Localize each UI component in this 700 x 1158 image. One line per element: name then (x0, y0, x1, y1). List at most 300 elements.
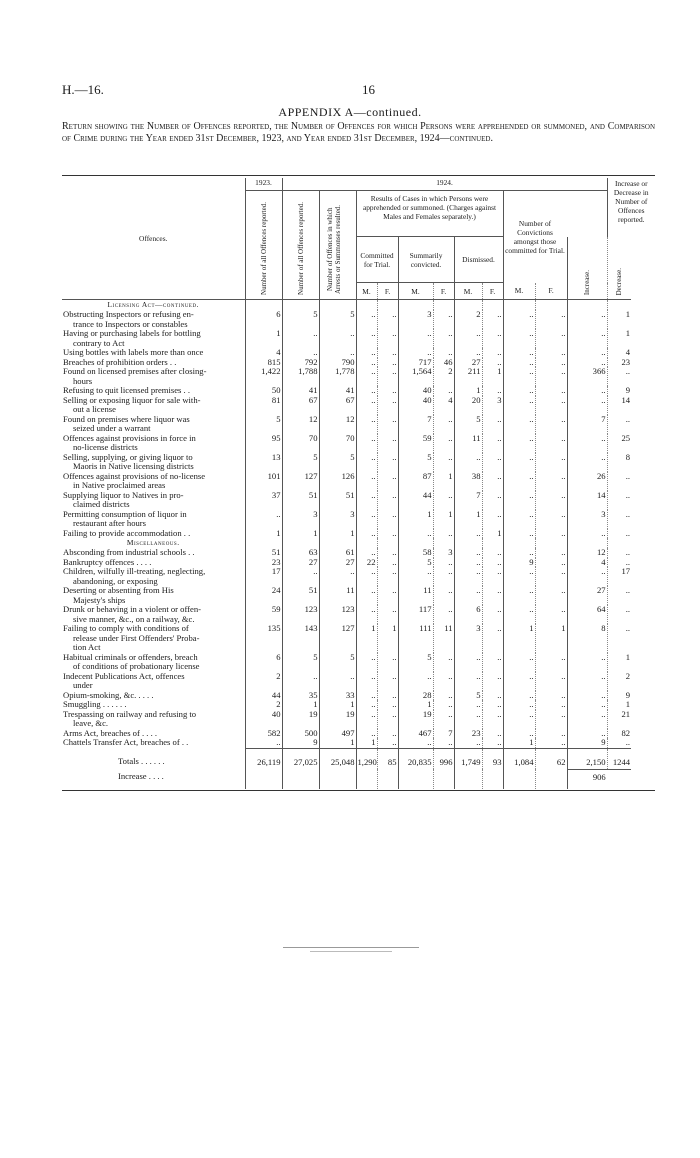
cell-col-9: .. (482, 586, 503, 605)
cell-col-3: 1 (319, 529, 356, 539)
cell-col-7: 7 (433, 729, 454, 739)
cell-col-10: .. (503, 567, 535, 586)
cell-col-6: 467 (398, 729, 433, 739)
cell-col-6: 59 (398, 434, 433, 453)
cell-col-11: .. (535, 510, 567, 529)
cell-col-5: .. (377, 472, 398, 491)
cell-col-2: 123 (282, 605, 319, 624)
offence-line: Using bottles with labels more than once (63, 348, 204, 357)
cell-col-9: .. (482, 472, 503, 491)
cell-col-2: 41 (282, 386, 319, 396)
cell-col-4: .. (356, 386, 377, 396)
offence-name (62, 529, 245, 539)
dismissed-males-header: M. (454, 283, 482, 300)
cell-col-5: .. (377, 329, 398, 348)
cell-col-11: .. (535, 548, 567, 558)
cell-col-7: .. (433, 310, 454, 329)
cell-col-11: .. (535, 738, 567, 748)
cell-col-8: 38 (454, 472, 482, 491)
cell-col-8: .. (454, 710, 482, 729)
cell-col-7: .. (433, 653, 454, 672)
cell-col-3: 127 (319, 624, 356, 653)
cell-col-3: 5 (319, 453, 356, 472)
cell-col-12: 4 (567, 558, 607, 568)
cell-col-6: .. (398, 529, 433, 539)
offence-name (62, 672, 245, 691)
cell-col-5: .. (377, 567, 398, 586)
cell-col-9: 3 (482, 396, 503, 415)
cell-col-10: .. (503, 415, 535, 434)
cell-col-13: .. (607, 367, 631, 386)
offence-name (62, 348, 245, 358)
cell-col-11: .. (535, 700, 567, 710)
offence-name (62, 729, 245, 739)
offence-name (62, 491, 245, 510)
reported-1923-header: Number of all Offences reported. (259, 202, 268, 295)
cell-col-4: .. (356, 586, 377, 605)
cell-col-13: 4 (607, 348, 631, 358)
page-number: 16 (362, 82, 375, 97)
cell-col-4: .. (356, 367, 377, 386)
cell-col-5: .. (377, 348, 398, 358)
table-row (62, 567, 655, 586)
offence-name (62, 624, 245, 653)
cell-col-4: .. (356, 567, 377, 586)
cell-col-10: .. (503, 548, 535, 558)
cell-col-7: .. (433, 491, 454, 510)
cell-col-3: 67 (319, 396, 356, 415)
cell-col-1: 81 (245, 396, 282, 415)
cell-col-7: .. (433, 691, 454, 701)
cell-col-5: .. (377, 453, 398, 472)
cell-col-8: .. (454, 567, 482, 586)
cell-col-2: .. (282, 567, 319, 586)
cell-col-13: 1 (607, 653, 631, 672)
cell-col-3: 51 (319, 491, 356, 510)
table-row (62, 310, 655, 329)
cell-col-3: 790 (319, 358, 356, 368)
cell-col-13: 82 (607, 729, 631, 739)
cell-col-5: .. (377, 415, 398, 434)
totals-row (62, 748, 655, 769)
cell-col-4: .. (356, 672, 377, 691)
offence-line: sive manner, &c., on a railway, &c. (73, 613, 195, 624)
cell-col-2: 127 (282, 472, 319, 491)
cell-col-7: 1 (433, 472, 454, 491)
cell-col-3: 126 (319, 472, 356, 491)
cell-col-10: .. (503, 472, 535, 491)
section-title: Licensing Act—continued. (107, 300, 199, 309)
cell-col-7: .. (433, 558, 454, 568)
cell-col-5: .. (377, 700, 398, 710)
table-row (62, 672, 655, 691)
cell-col-6: 40 (398, 386, 433, 396)
cell-col-9: .. (482, 386, 503, 396)
cell-col-6: .. (398, 348, 433, 358)
cell-col-1: 50 (245, 386, 282, 396)
cell-col-1: 5 (245, 415, 282, 434)
total-col-4: 1,290 (356, 748, 377, 769)
offence-name (62, 548, 245, 558)
offence-line: leave, &c. (73, 718, 109, 728)
cell-col-7: .. (433, 710, 454, 729)
cell-col-7: .. (433, 605, 454, 624)
cell-col-4: .. (356, 510, 377, 529)
bottom-rule (62, 790, 655, 791)
offence-line: Opium-smoking, &c. . . . . (63, 690, 154, 700)
cell-col-9: .. (482, 605, 503, 624)
cell-col-2: 12 (282, 415, 319, 434)
net-increase-value: 906 (567, 769, 631, 789)
table-row (62, 415, 655, 434)
offence-line: out a license (73, 404, 116, 414)
cell-col-2: .. (282, 329, 319, 348)
cell-col-4: .. (356, 472, 377, 491)
total-col-5: 85 (377, 748, 398, 769)
cell-col-12: 9 (567, 738, 607, 748)
dismissed-females-header: F. (482, 283, 503, 300)
cell-col-1: 6 (245, 310, 282, 329)
cell-col-13: 1 (607, 310, 631, 329)
cell-col-6: .. (398, 567, 433, 586)
cell-col-6: 717 (398, 358, 433, 368)
total-col-11: 62 (535, 748, 567, 769)
offence-line: Chattels Transfer Act, breaches of . . (63, 738, 189, 747)
decrease-header: Decrease. (615, 267, 624, 295)
cell-col-8: .. (454, 548, 482, 558)
section-title: Miscellaneous. (126, 538, 180, 547)
cell-col-12: .. (567, 386, 607, 396)
cell-col-6: 1,564 (398, 367, 433, 386)
cell-col-6: 117 (398, 605, 433, 624)
cell-col-7: 46 (433, 358, 454, 368)
offence-line: Deserting or absenting from His (63, 586, 174, 595)
cell-col-11: .. (535, 605, 567, 624)
offence-line: seized under a warrant (73, 423, 151, 433)
cell-col-2: .. (282, 348, 319, 358)
cell-col-5: .. (377, 710, 398, 729)
cell-col-1: 37 (245, 491, 282, 510)
cell-col-10: .. (503, 367, 535, 386)
cell-col-6: 87 (398, 472, 433, 491)
cell-col-12: .. (567, 691, 607, 701)
cell-col-5: .. (377, 396, 398, 415)
arrests-header: Number of Offences in which Arrests or Summonses resulted. (325, 204, 342, 294)
cell-col-4: .. (356, 491, 377, 510)
cell-col-3: 123 (319, 605, 356, 624)
cell-col-7: .. (433, 386, 454, 396)
table-row (62, 367, 655, 386)
total-col-7: 996 (433, 748, 454, 769)
cell-col-10: .. (503, 729, 535, 739)
cell-col-8: 1 (454, 386, 482, 396)
convictions-females-header: F. (535, 283, 567, 300)
cell-col-8: .. (454, 558, 482, 568)
cell-col-11: .. (535, 396, 567, 415)
cell-col-10: 9 (503, 558, 535, 568)
cell-col-5: .. (377, 434, 398, 453)
cell-col-9: .. (482, 700, 503, 710)
cell-col-12: 12 (567, 548, 607, 558)
offence-line: trance to Inspectors or constables (73, 318, 188, 329)
cell-col-1: 17 (245, 567, 282, 586)
cell-col-13: .. (607, 510, 631, 529)
cell-col-12: 7 (567, 415, 607, 434)
cell-col-4: .. (356, 710, 377, 729)
committed-males-header: M. (356, 283, 377, 300)
cell-col-5: .. (377, 672, 398, 691)
cell-col-11: .. (535, 558, 567, 568)
cell-col-8: 20 (454, 396, 482, 415)
cell-col-9: .. (482, 434, 503, 453)
cell-col-11: .. (535, 358, 567, 368)
table-row (62, 358, 655, 368)
cell-col-5: .. (377, 548, 398, 558)
results-header: Results of Cases in which Persons were apprehended or summoned. (Charges against Males and Females separately.) (356, 191, 503, 237)
offence-line: Having or purchasing labels for bottling (63, 329, 201, 338)
cell-col-7: 4 (433, 396, 454, 415)
cell-col-8: .. (454, 329, 482, 348)
cell-col-2: 792 (282, 358, 319, 368)
table-row (62, 348, 655, 358)
cell-col-2: 5 (282, 453, 319, 472)
cell-col-5: .. (377, 491, 398, 510)
cell-col-6: 1 (398, 700, 433, 710)
cell-col-11: .. (535, 691, 567, 701)
cell-col-2: 1,788 (282, 367, 319, 386)
cell-col-1: 135 (245, 624, 282, 653)
cell-col-13: .. (607, 415, 631, 434)
cell-col-11: .. (535, 348, 567, 358)
cell-col-9: .. (482, 491, 503, 510)
offences-header: Offences. (62, 178, 245, 300)
cell-col-3: 497 (319, 729, 356, 739)
cell-col-13: .. (607, 548, 631, 558)
cell-col-4: 1 (356, 738, 377, 748)
offence-line: Absconding from industrial schools . . (63, 548, 195, 557)
offence-name (62, 472, 245, 491)
offence-name (62, 386, 245, 396)
table-row (62, 729, 655, 739)
cell-col-12: .. (567, 710, 607, 729)
cell-col-1: 13 (245, 453, 282, 472)
cell-col-12: 64 (567, 605, 607, 624)
table-row (62, 653, 655, 672)
cell-col-8: .. (454, 738, 482, 748)
cell-col-12: .. (567, 348, 607, 358)
cell-col-13: 25 (607, 434, 631, 453)
cell-col-5: .. (377, 529, 398, 539)
cell-col-9: 1 (482, 367, 503, 386)
cell-col-10: .. (503, 710, 535, 729)
cell-col-7: .. (433, 415, 454, 434)
table-row (62, 491, 655, 510)
cell-col-1: 6 (245, 653, 282, 672)
cell-col-12: 8 (567, 624, 607, 653)
cell-col-8: 6 (454, 605, 482, 624)
table-row (62, 586, 655, 605)
cell-col-10: .. (503, 491, 535, 510)
cell-col-10: .. (503, 358, 535, 368)
cell-col-7: .. (433, 529, 454, 539)
offence-line: Drunk or behaving in a violent or offen- (63, 605, 202, 614)
cell-col-4: .. (356, 348, 377, 358)
cell-col-1: 44 (245, 691, 282, 701)
cell-col-4: .. (356, 358, 377, 368)
cell-col-2: 67 (282, 396, 319, 415)
offence-line: Found on premises where liquor was (63, 414, 190, 424)
cell-col-4: .. (356, 310, 377, 329)
cell-col-8: 11 (454, 434, 482, 453)
cell-col-10: .. (503, 434, 535, 453)
cell-col-13: .. (607, 558, 631, 568)
cell-col-2: 1 (282, 529, 319, 539)
return-title: Return showing the Number of Offences reported, the Number of Offences for which Persons were apprehended or summoned, and Comparison of Crime during the Year ended 31st December, 1923, and Year ended 31st December, 1924—continued. (62, 121, 655, 144)
cell-col-11: .. (535, 367, 567, 386)
offence-line: Majesty's ships (73, 594, 126, 605)
cell-col-13: 1 (607, 329, 631, 348)
offence-line: tion Act (73, 642, 101, 652)
offence-line: Maoris in Native licensing districts (73, 461, 194, 471)
cell-col-10: .. (503, 386, 535, 396)
cell-col-3: 27 (319, 558, 356, 568)
total-col-10: 1,084 (503, 748, 535, 769)
cell-col-9: 1 (482, 529, 503, 539)
cell-col-5: .. (377, 558, 398, 568)
document-code: H.—16. (62, 82, 104, 97)
offence-name (62, 558, 245, 568)
cell-col-7: .. (433, 567, 454, 586)
cell-col-1: .. (245, 510, 282, 529)
cell-col-3: .. (319, 329, 356, 348)
cell-col-9: .. (482, 548, 503, 558)
offence-line: Children, wilfully ill-treating, neglecting, (63, 567, 206, 576)
cell-col-3: 1,778 (319, 367, 356, 386)
cell-col-12: 14 (567, 491, 607, 510)
offence-name (62, 396, 245, 415)
top-rule (62, 175, 655, 176)
summarily-females-header: F. (433, 283, 454, 300)
cell-col-12: .. (567, 529, 607, 539)
total-col-12: 2,150 (567, 748, 607, 769)
cell-col-10: .. (503, 605, 535, 624)
cell-col-12: 26 (567, 472, 607, 491)
cell-col-2: 1 (282, 700, 319, 710)
cell-col-11: .. (535, 329, 567, 348)
cell-col-9: .. (482, 691, 503, 701)
table-row (62, 529, 655, 539)
offence-line: abandoning, or exposing (73, 575, 158, 586)
offence-name (62, 358, 245, 368)
table-row (62, 510, 655, 529)
table-row (62, 710, 655, 729)
cell-col-1: 24 (245, 586, 282, 605)
offence-name (62, 700, 245, 710)
cell-col-1: 2 (245, 700, 282, 710)
cell-col-11: .. (535, 415, 567, 434)
offence-name (62, 510, 245, 529)
offence-line: of conditions of probationary license (73, 661, 200, 671)
total-col-1: 26,119 (245, 748, 282, 769)
cell-col-11: .. (535, 567, 567, 586)
cell-col-10: 1 (503, 738, 535, 748)
cell-col-11: .. (535, 529, 567, 539)
cell-col-4: .. (356, 700, 377, 710)
offence-name (62, 567, 245, 586)
cell-col-3: 19 (319, 710, 356, 729)
cell-col-10: .. (503, 691, 535, 701)
cell-col-11: .. (535, 310, 567, 329)
cell-col-9: .. (482, 415, 503, 434)
cell-col-10: .. (503, 396, 535, 415)
cell-col-6: 5 (398, 453, 433, 472)
offence-name (62, 329, 245, 348)
cell-col-8: 3 (454, 624, 482, 653)
total-col-9: 93 (482, 748, 503, 769)
cell-col-10: .. (503, 529, 535, 539)
cell-col-9: .. (482, 710, 503, 729)
cell-col-8: .. (454, 586, 482, 605)
cell-col-12: 366 (567, 367, 607, 386)
summarily-males-header: M. (398, 283, 433, 300)
cell-col-13: 21 (607, 710, 631, 729)
cell-col-5: .. (377, 510, 398, 529)
cell-col-11: .. (535, 710, 567, 729)
cell-col-11: .. (535, 386, 567, 396)
offence-line: in Native proclaimed areas (73, 480, 166, 490)
cell-col-3: 1 (319, 700, 356, 710)
cell-col-4: .. (356, 605, 377, 624)
cell-col-12: .. (567, 310, 607, 329)
cell-col-4: 22 (356, 558, 377, 568)
cell-col-6: .. (398, 738, 433, 748)
total-col-13: 1244 (607, 748, 631, 769)
cell-col-9: .. (482, 348, 503, 358)
cell-col-6: 111 (398, 624, 433, 653)
cell-col-12: 3 (567, 510, 607, 529)
offence-name (62, 710, 245, 729)
cell-col-13: 9 (607, 691, 631, 701)
cell-col-6: .. (398, 672, 433, 691)
cell-col-3: .. (319, 567, 356, 586)
offence-line: claimed districts (73, 499, 130, 509)
cell-col-8: 5 (454, 415, 482, 434)
total-col-8: 1,749 (454, 748, 482, 769)
cell-col-1: 1 (245, 329, 282, 348)
cell-col-6: 5 (398, 653, 433, 672)
cell-col-3: 1 (319, 738, 356, 748)
cell-col-10: .. (503, 310, 535, 329)
cell-col-6: 1 (398, 510, 433, 529)
cell-col-11: .. (535, 491, 567, 510)
cell-col-2: 9 (282, 738, 319, 748)
cell-col-3: 33 (319, 691, 356, 701)
cell-col-8: 211 (454, 367, 482, 386)
cell-col-8: 7 (454, 491, 482, 510)
cell-col-13: 23 (607, 358, 631, 368)
cell-col-11: .. (535, 729, 567, 739)
offence-line: Found on licensed premises after closing- (63, 367, 207, 376)
cell-col-8: .. (454, 529, 482, 539)
offence-line: Selling, supplying, or giving liquor to (63, 452, 193, 462)
cell-col-7: .. (433, 700, 454, 710)
table-row (62, 700, 655, 710)
cell-col-11: .. (535, 672, 567, 691)
offence-line: Failing to provide accommodation . . (63, 528, 191, 538)
table-row (62, 558, 655, 568)
cell-col-1: .. (245, 738, 282, 748)
cell-col-10: .. (503, 700, 535, 710)
